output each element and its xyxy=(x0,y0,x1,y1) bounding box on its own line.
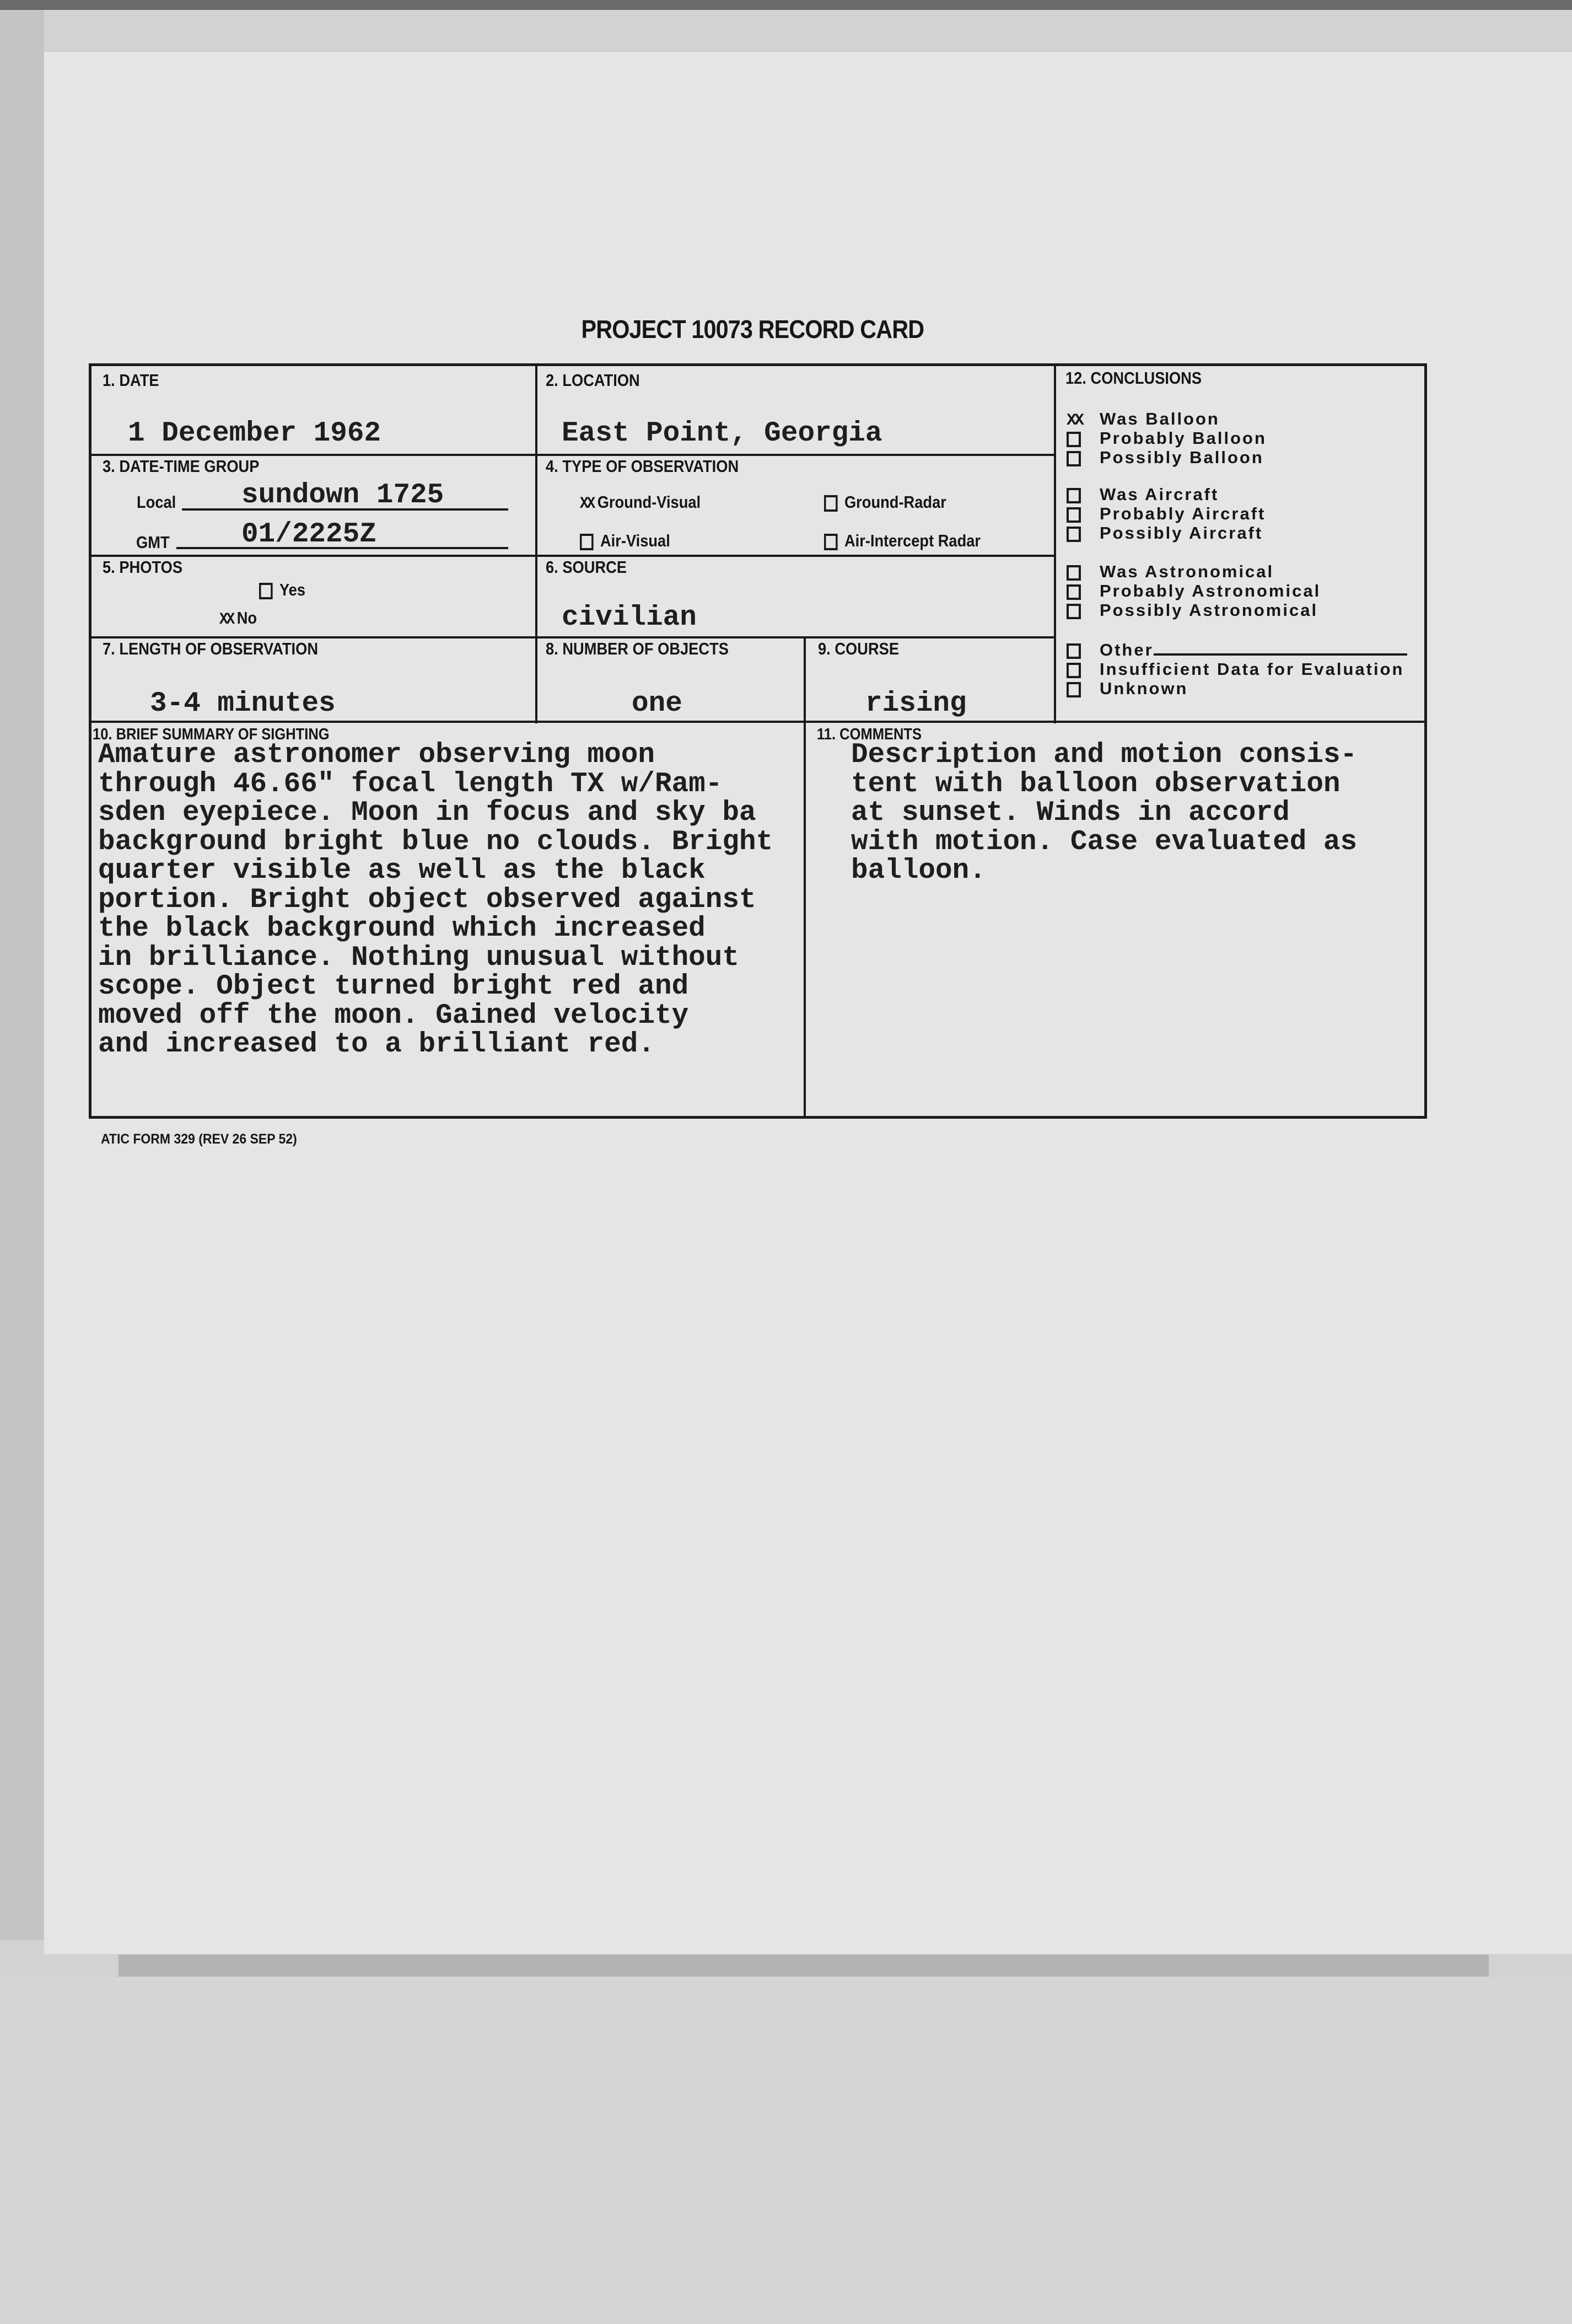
checkbox-empty-icon xyxy=(259,583,273,599)
checkbox-empty-icon xyxy=(824,534,838,550)
conclusion-option[interactable] xyxy=(1067,640,1407,660)
location-value: East Point, Georgia xyxy=(562,418,882,449)
conclusion-option[interactable] xyxy=(1067,562,1274,582)
text-line: background bright blue no clouds. Bright xyxy=(98,826,773,858)
source-value: civilian xyxy=(562,602,697,634)
divider xyxy=(90,721,1426,723)
comments-text xyxy=(851,741,1357,886)
option-label: Possibly Aircraft xyxy=(1100,523,1263,543)
checkbox xyxy=(1067,640,1100,660)
checkbox-empty-icon xyxy=(580,534,594,550)
checkbox xyxy=(1067,523,1100,543)
checkbox xyxy=(1067,659,1100,679)
option-label: No xyxy=(236,608,257,627)
checkbox-empty-icon xyxy=(1067,565,1081,581)
conclusion-option[interactable] xyxy=(1067,485,1219,504)
divider xyxy=(535,365,537,723)
photos-no-option[interactable] xyxy=(219,608,257,629)
option-label: Ground-Radar xyxy=(844,492,946,512)
summary-text xyxy=(98,741,773,1060)
gmt-label: GMT xyxy=(136,533,170,552)
checkbox-checked-mark: XX xyxy=(580,495,594,513)
conclusion-option[interactable] xyxy=(1067,428,1267,448)
gmt-time-value: 01/2225Z xyxy=(241,519,376,550)
paper-shadow xyxy=(119,1955,1489,1977)
divider xyxy=(804,637,806,1117)
divider xyxy=(90,454,1055,456)
option-label: Unknown xyxy=(1100,679,1188,698)
divider xyxy=(1054,365,1056,723)
other-underline xyxy=(1154,653,1407,656)
checkbox-empty-icon xyxy=(1067,507,1081,523)
text-line: in brilliance. Nothing unusual without xyxy=(98,942,739,974)
card-title: PROJECT 10073 RECORD CARD xyxy=(581,315,924,343)
checkbox xyxy=(1067,562,1100,582)
option-label: Other xyxy=(1100,640,1154,659)
option-label: Possibly Astronomical xyxy=(1100,600,1318,620)
checkbox-empty-icon xyxy=(1067,663,1081,678)
option-label: Ground-Visual xyxy=(597,492,701,512)
photos-yes-option[interactable] xyxy=(259,580,305,600)
option-ground-radar[interactable] xyxy=(824,492,946,512)
checkbox xyxy=(1067,485,1100,504)
text-line: the black background which increased xyxy=(98,913,706,944)
number-of-objects-value: one xyxy=(632,688,682,720)
checkbox xyxy=(1067,581,1100,601)
location-label: 2. LOCATION xyxy=(546,371,640,390)
text-line: tent with balloon observation xyxy=(851,768,1340,800)
checkbox xyxy=(1067,504,1100,524)
text-line: quarter visible as well as the black xyxy=(98,855,706,887)
checkbox xyxy=(1067,600,1100,620)
checkbox-empty-icon xyxy=(1067,643,1081,659)
checkbox-empty-icon xyxy=(1067,604,1081,619)
course-value: rising xyxy=(865,688,967,720)
text-line: and increased to a brilliant red. xyxy=(98,1029,655,1060)
date-time-group-label: 3. DATE-TIME GROUP xyxy=(103,457,260,476)
option-label: Was Astronomical xyxy=(1100,562,1274,581)
option-label: Possibly Balloon xyxy=(1100,448,1264,467)
comments-label: 11. COMMENTS xyxy=(817,726,922,743)
conclusion-option[interactable] xyxy=(1067,448,1264,468)
checkbox xyxy=(1067,448,1100,468)
option-label: Was Balloon xyxy=(1100,409,1220,428)
checkbox-empty-icon xyxy=(1067,527,1081,542)
text-line: through 46.66" focal length TX w/Ram- xyxy=(98,768,723,800)
checkbox xyxy=(1067,428,1100,448)
conclusion-option[interactable] xyxy=(1067,600,1318,620)
option-label: Air-Visual xyxy=(600,531,670,550)
checkbox-checked xyxy=(1067,409,1100,430)
text-line: sden eyepiece. Moon in focus and sky ba xyxy=(98,797,756,829)
date-value: 1 December 1962 xyxy=(128,418,381,449)
option-ground-visual[interactable] xyxy=(580,492,701,513)
conclusion-option[interactable] xyxy=(1067,523,1263,543)
scan-border-left xyxy=(0,10,44,1940)
conclusion-option[interactable] xyxy=(1067,659,1404,679)
local-label: Local xyxy=(137,492,176,512)
conclusion-option[interactable] xyxy=(1067,581,1321,601)
text-line: balloon. xyxy=(851,855,986,887)
text-line: scope. Object turned bright red and xyxy=(98,971,689,1002)
conclusions-label: 12. CONCLUSIONS xyxy=(1065,368,1202,388)
text-line: at sunset. Winds in accord xyxy=(851,797,1290,829)
scan-border-top xyxy=(0,0,1572,10)
course-label: 9. COURSE xyxy=(818,639,900,658)
source-label: 6. SOURCE xyxy=(546,557,627,577)
number-of-objects-label: 8. NUMBER OF OBJECTS xyxy=(546,639,729,658)
conclusion-option[interactable] xyxy=(1067,504,1266,524)
divider xyxy=(90,555,1055,557)
local-time-value: sundown 1725 xyxy=(241,480,444,511)
text-line: with motion. Case evaluated as xyxy=(851,826,1358,858)
photos-label: 5. PHOTOS xyxy=(103,557,183,577)
text-line: Amature astronomer observing moon xyxy=(98,739,655,771)
text-line: moved off the moon. Gained velocity xyxy=(98,1000,689,1032)
option-air-intercept-radar[interactable] xyxy=(824,531,981,551)
scan-background xyxy=(0,1977,1572,2324)
length-value: 3-4 minutes xyxy=(150,688,336,720)
observation-type-label: 4. TYPE OF OBSERVATION xyxy=(546,457,739,476)
checkbox-checked-mark: XX xyxy=(1067,411,1083,430)
divider xyxy=(90,636,1055,638)
form-number: ATIC FORM 329 (REV 26 SEP 52) xyxy=(101,1131,297,1147)
checkbox-empty-icon xyxy=(1067,488,1081,503)
date-label: 1. DATE xyxy=(103,371,159,390)
checkbox-empty-icon xyxy=(1067,432,1081,447)
text-line: Description and motion consis- xyxy=(851,739,1358,771)
conclusion-option[interactable] xyxy=(1067,409,1220,430)
option-label: Was Aircraft xyxy=(1100,485,1219,504)
option-label: Air-Intercept Radar xyxy=(844,531,981,550)
summary-label: 10. BRIEF SUMMARY OF SIGHTING xyxy=(93,726,330,743)
option-label: Insufficient Data for Evaluation xyxy=(1100,659,1404,679)
text-line: portion. Bright object observed against xyxy=(98,884,756,916)
option-label: Yes xyxy=(279,580,305,599)
checkbox-empty-icon xyxy=(1067,682,1081,697)
checkbox-empty-icon xyxy=(1067,584,1081,600)
option-label: Probably Astronomical xyxy=(1100,581,1321,600)
option-label: Probably Balloon xyxy=(1100,428,1267,448)
conclusion-option[interactable] xyxy=(1067,679,1188,699)
option-label: Probably Aircraft xyxy=(1100,504,1266,523)
checkbox xyxy=(1067,679,1100,699)
length-label: 7. LENGTH OF OBSERVATION xyxy=(103,639,319,658)
option-air-visual[interactable] xyxy=(580,531,670,551)
checkbox-checked-mark: XX xyxy=(219,610,233,629)
checkbox-empty-icon xyxy=(1067,451,1081,466)
checkbox-empty-icon xyxy=(824,495,838,512)
